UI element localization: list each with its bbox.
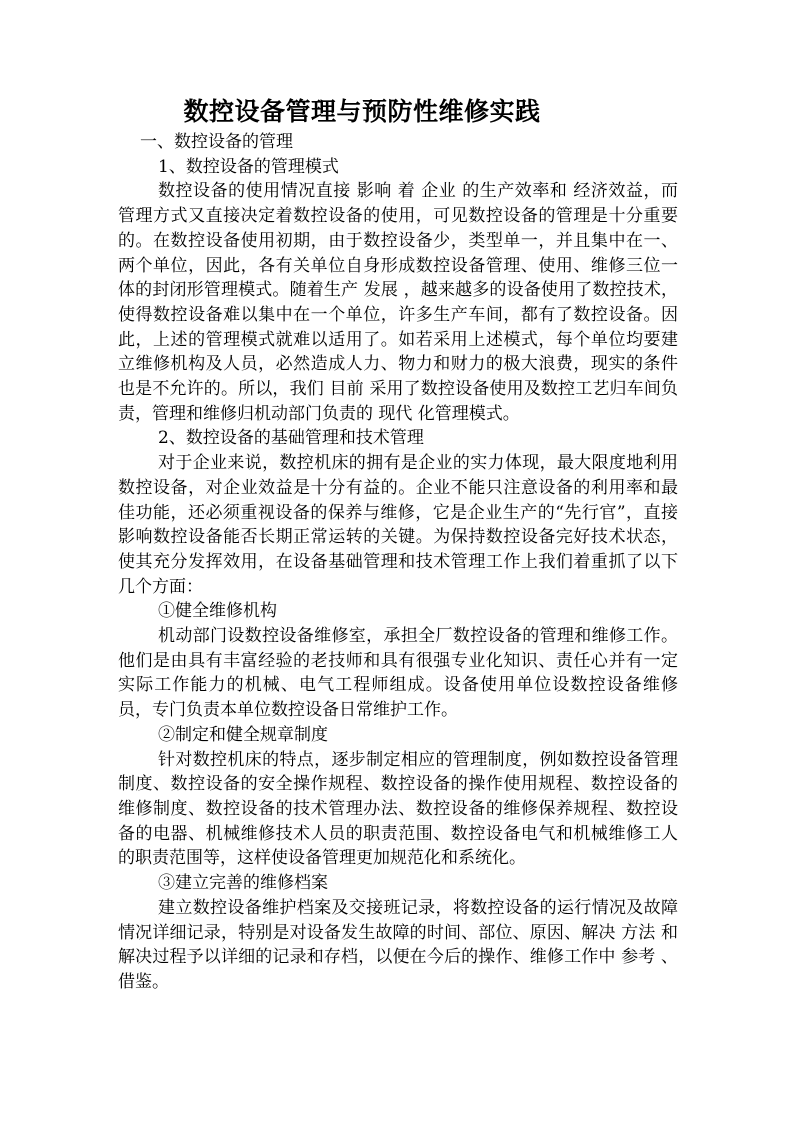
paragraph: 机动部门设数控设备维修室，承担全厂数控设备的管理和维修工作。他们是由具有丰富经验的老技师和具有很强专业化知识、责任心并有一定实际工作能力的机械、电气工程师组成。设备使用单位设数控设备维修员，专门负责本单位数控设备日常维护工作。 xyxy=(118,626,678,721)
paragraph: 对于企业来说，数控机床的拥有是企业的实力体现，最大限度地利用数控设备，对企业效益是十分有益的。企业不能只注意设备的利用率和最佳功能，还必须重视设备的保养与维修，它是企业生产的“先行官”，直接影响数控设备能否长期正常运转的关键。为保持数控设备完好技术状态，使其充分发挥效用，在设备基础管理和技术管理工作上我们着重抓了以下几个方面： xyxy=(118,453,678,597)
document-title: 数控设备管理与预防性维修实践 xyxy=(183,97,541,126)
list-item-heading: ①健全维修机构 xyxy=(158,601,277,622)
paragraph: 建立数控设备维护档案及交接班记录，将数控设备的运行情况及故障情况详细记录，特别是对设备发生故障的时间、部位、原因、解决 方法 和解决过程予以详细的记录和存档，以便在今后的操作、维修工作中 参考 、借鉴。 xyxy=(118,897,678,992)
list-item-heading: ②制定和健全规章制度 xyxy=(158,724,328,745)
paragraph: 针对数控机床的特点，逐步制定相应的管理制度，例如数控设备管理制度、数控设备的安全操作规程、数控设备的操作使用规程、数控设备的维修制度、数控设备的技术管理办法、数控设备的维修保养规程、数控设备的电器、机械维修技术人员的职责范围、数控设备电气和机械维修工人的职责范围等，这样使设备管理更加规范化和系统化。 xyxy=(118,749,678,869)
section-heading: 一、数控设备的管理 xyxy=(140,132,293,152)
paragraph: 数控设备的使用情况直接 影响 着 企业 的生产效率和 经济效益，而管理方式又直接决定着数控设备的使用，可见数控设备的管理是十分重要的。在数控设备使用初期，由于数控设备少，类型单一，并且集中在一、两个单位，因此，各有关单位自身形成数控设备管理、使用、维修三位一体的封闭形管理模式。随着生产 发展 ，越来越多的设备使用了数控技术，使得数控设备难以集中在一个单位，许多生产车间，都有了数控设备。因此，上述的管理模式就难以适用了。如若采用上述模式，每个单位均要建立维修机构及人员，必然造成人力、物力和财力的极大浪费，现实的条件也是不允许的。所以，我们 目前 采用了数控设备使用及数控工艺归车间负责，管理和维修归机动部门负责的 现代 化管理模式。 xyxy=(118,181,678,424)
subsection-heading: 1、数控设备的管理模式 xyxy=(158,156,339,177)
subsection-heading: 2、数控设备的基础管理和技术管理 xyxy=(158,428,424,449)
list-item-heading: ③建立完善的维修档案 xyxy=(158,873,328,894)
document-body xyxy=(118,130,678,995)
